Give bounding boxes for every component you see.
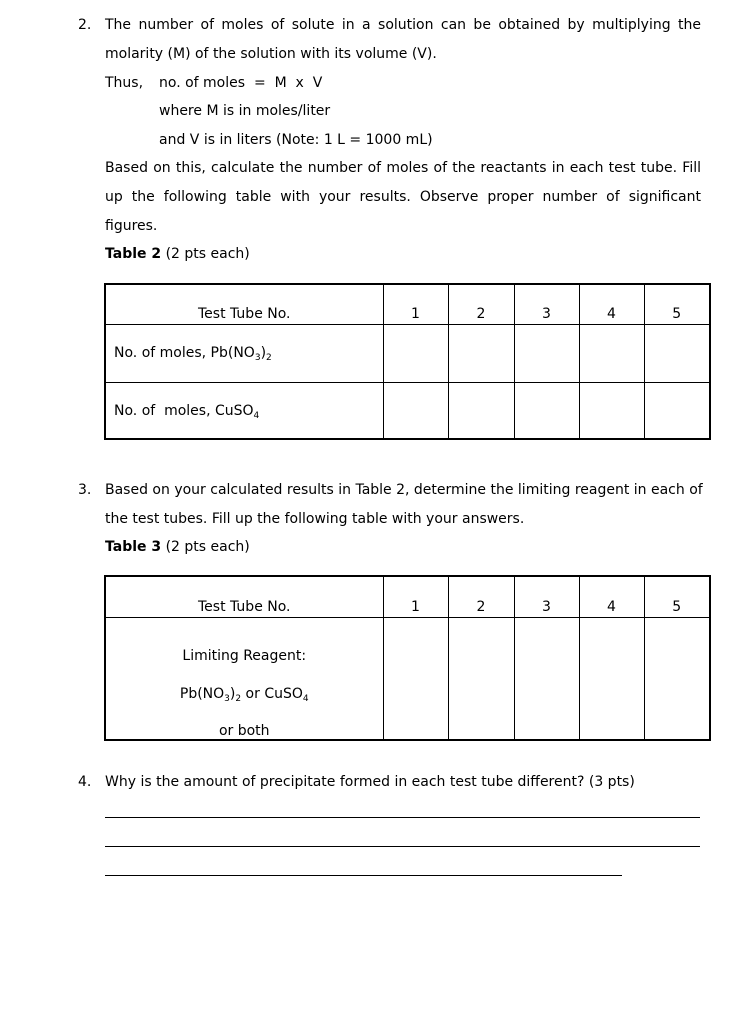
- table3-col-3: 3: [514, 576, 579, 617]
- table2-row-pbno3-sub-2: 2: [266, 352, 272, 363]
- table2-col-4: 4: [579, 284, 644, 324]
- q2-line1: The number of moles of solute in a solution can be obtained by multiplying the: [105, 17, 701, 33]
- table2-row-pbno3-text-b: ): [260, 344, 267, 361]
- q2-and-line: and V is in liters (Note: 1 L = 1000 mL): [159, 132, 433, 148]
- q2-instruction-3: figures.: [105, 218, 158, 234]
- table3-cell-1[interactable]: [383, 617, 448, 740]
- table3-points: (2 pts each): [165, 539, 250, 555]
- q3-number: 3.: [78, 482, 92, 498]
- q2-line2: molarity (M) of the solution with its volume (V).: [105, 46, 437, 62]
- table2-cell-cuso4-1[interactable]: [383, 382, 448, 439]
- table3-row-limiting: [105, 617, 710, 740]
- q3-line1: Based on your calculated results in Table 2, determine the limiting reagent in each of: [105, 482, 703, 498]
- table2-cell-cuso4-4[interactable]: [579, 382, 644, 439]
- table2-row-pbno3-text-a: No. of moles, Pb(NO: [114, 344, 255, 361]
- q3-line2: the test tubes. Fill up the following table with your answers.: [105, 511, 525, 527]
- table3-label2-sub-2: 2: [235, 693, 242, 704]
- table2-cell-pbno3-2[interactable]: [448, 324, 514, 382]
- q2-instruction-2: up the following table with your results. Observe proper number of significant: [105, 189, 701, 205]
- answer-line-3[interactable]: [105, 875, 622, 876]
- table3-label-line1: Limiting Reagent:: [182, 647, 307, 664]
- table2-col-2: 2: [448, 284, 514, 324]
- table3-row-label: [105, 617, 383, 740]
- table3-col-4: 4: [579, 576, 644, 617]
- q2-instruction-1: Based on this, calculate the number of moles of the reactants in each test tube. Fill: [105, 160, 701, 176]
- table2-cell-cuso4-5[interactable]: [644, 382, 710, 439]
- table2-row-pbno3-sub-1: 3: [254, 352, 261, 363]
- table2-col-3: 3: [514, 284, 579, 324]
- table2-caption: [105, 246, 250, 262]
- table3-col-5: 5: [644, 576, 710, 617]
- table2-cell-cuso4-2[interactable]: [448, 382, 514, 439]
- table3-cell-4[interactable]: [579, 617, 644, 740]
- table3-cell-5[interactable]: [644, 617, 710, 740]
- table2-points: (2 pts each): [165, 246, 250, 262]
- table2-cell-pbno3-1[interactable]: [383, 324, 448, 382]
- q2-thus-label: Thus,: [105, 75, 144, 91]
- table2: [104, 283, 711, 440]
- q4-number: 4.: [78, 774, 92, 790]
- table3-label2-text-b: ): [229, 685, 236, 702]
- table3-header-label: Test Tube No.: [105, 576, 383, 617]
- table3-cell-3[interactable]: [514, 617, 579, 740]
- table3-label2-text-a: Pb(NO: [179, 685, 225, 702]
- table2-col-5: 5: [644, 284, 710, 324]
- table3-col-2: 2: [448, 576, 514, 617]
- table2-cell-pbno3-4[interactable]: [579, 324, 644, 382]
- table3-label-line2: [106, 675, 383, 713]
- table3-caption: [105, 539, 250, 555]
- table2-header-label: Test Tube No.: [105, 284, 383, 324]
- table2-row-pbno3: [105, 324, 710, 382]
- table3-col-1: 1: [383, 576, 448, 617]
- table3-label-line3: or both: [218, 722, 270, 739]
- q4-text: Why is the amount of precipitate formed in each test tube different? (3 pts): [105, 774, 635, 790]
- table2-col-1: 1: [383, 284, 448, 324]
- table3: [104, 575, 711, 741]
- table2-row-cuso4-sub: 4: [253, 410, 260, 421]
- table3-header-row: [105, 576, 710, 617]
- q2-formula: no. of moles = M x V: [159, 75, 323, 91]
- table2-row-pbno3-label: [105, 324, 383, 382]
- table2-row-cuso4: [105, 382, 710, 439]
- table3-cell-2[interactable]: [448, 617, 514, 740]
- q2-where-line: where M is in moles/liter: [159, 103, 331, 119]
- table2-cell-cuso4-3[interactable]: [514, 382, 579, 439]
- q2-number: 2.: [78, 17, 92, 33]
- table2-row-cuso4-label: [105, 382, 383, 439]
- answer-line-1[interactable]: [105, 817, 700, 818]
- table2-title: Table 2: [105, 246, 162, 262]
- table3-label2-sub-1: 3: [224, 693, 230, 704]
- table3-label2-sub-3: 4: [302, 693, 309, 704]
- table2-header-row: [105, 284, 710, 324]
- answer-line-2[interactable]: [105, 846, 700, 847]
- table3-label2-text-c: or CuSO: [241, 685, 303, 702]
- table2-row-cuso4-text: No. of moles, CuSO: [114, 402, 254, 419]
- table2-cell-pbno3-5[interactable]: [644, 324, 710, 382]
- table3-title: Table 3: [105, 539, 162, 555]
- table2-cell-pbno3-3[interactable]: [514, 324, 579, 382]
